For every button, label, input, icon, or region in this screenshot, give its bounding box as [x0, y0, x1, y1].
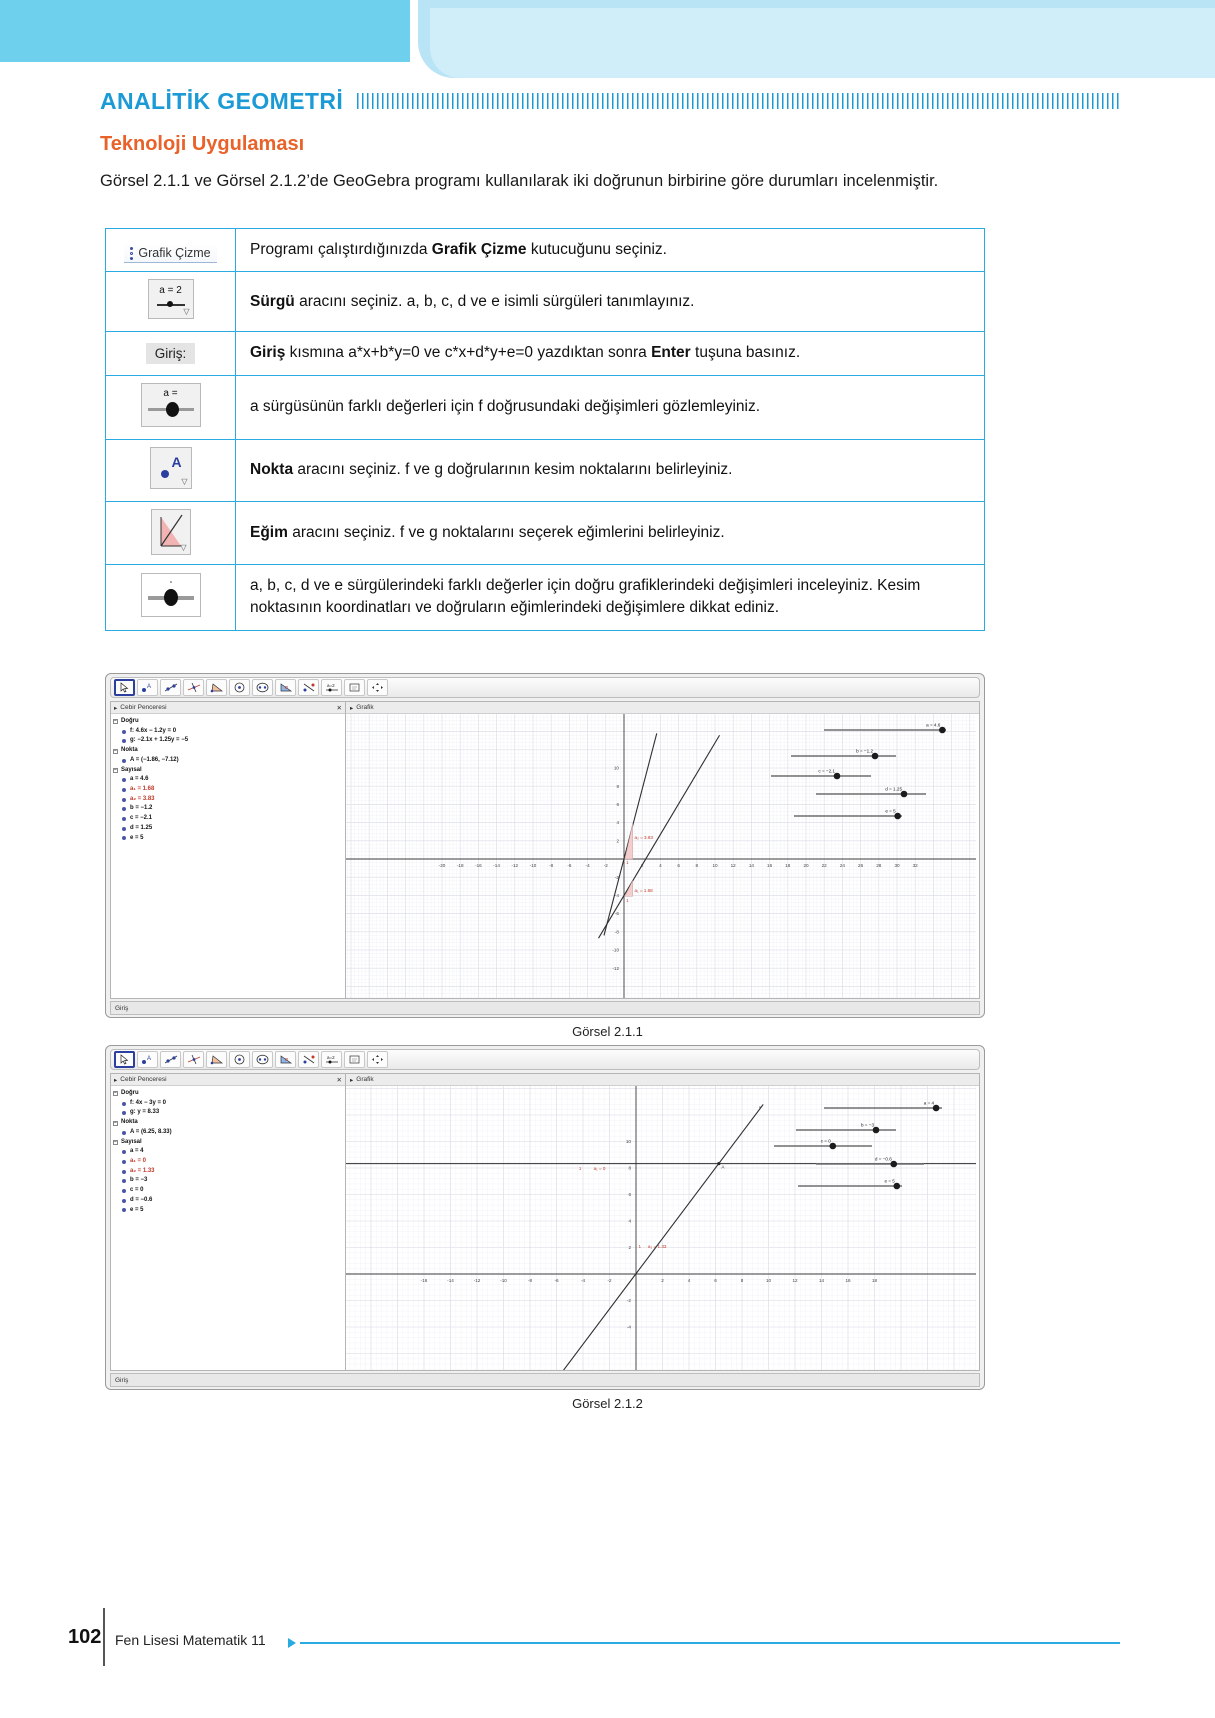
svg-text:4: 4	[628, 1218, 631, 1224]
algebra-group-label: Doğru	[121, 1090, 139, 1096]
slider-a-icon	[141, 383, 201, 427]
step-text: a, b, c, d ve e sürgülerindeki farklı değerler için doğru grafiklerindeki değişimleri inceleyiniz. Kesim noktasının koordinatları ve doğruların eğimlerindeki değişimlere dikkat ediniz.	[236, 564, 985, 630]
algebra-panel-header-2	[111, 1074, 345, 1086]
chapter-title: ANALİTİK GEOMETRİ	[100, 87, 344, 114]
svg-text:4: 4	[616, 820, 619, 826]
visibility-dot-icon[interactable]	[122, 1111, 126, 1115]
svg-text:30: 30	[894, 863, 900, 868]
algebra-item[interactable]	[113, 1167, 343, 1177]
svg-text:22: 22	[821, 863, 827, 868]
graph-panel-2[interactable]	[346, 1073, 980, 1371]
algebra-item-label: b = −1.2	[130, 805, 153, 812]
svg-text:8: 8	[616, 783, 619, 789]
input-bar-label-1: Giriş	[115, 1004, 129, 1012]
svg-text:2: 2	[628, 1245, 631, 1251]
svg-text:8: 8	[740, 1278, 744, 1283]
algebra-item-label: A = (−1.86, −7.12)	[130, 756, 179, 763]
circle-center-tool-icon[interactable]	[229, 679, 250, 696]
algebra-item-label: c = −2.1	[130, 815, 153, 822]
svg-text:-8: -8	[614, 929, 619, 935]
visibility-dot-icon[interactable]	[122, 739, 126, 743]
svg-text:a = 4: a = 4	[923, 1100, 935, 1106]
algebra-item-label: g: −2.1x + 1.25y = −5	[130, 737, 189, 744]
svg-text:f: f	[759, 1105, 761, 1111]
svg-text:14: 14	[818, 1278, 825, 1283]
drag-dots-icon	[130, 247, 133, 260]
svg-text:32: 32	[912, 863, 918, 868]
ellipse-tool-icon[interactable]	[252, 1051, 273, 1068]
collapse-icon[interactable]: −	[114, 747, 117, 754]
svg-text:8: 8	[695, 863, 699, 868]
algebra-group	[113, 746, 343, 756]
icon-cell	[106, 272, 236, 332]
move-tool-icon[interactable]	[114, 679, 135, 696]
visibility-dot-icon[interactable]	[122, 1160, 126, 1164]
algebra-item-label: a₂ = 1.33	[130, 1167, 155, 1174]
angle-tool-icon[interactable]	[275, 1051, 296, 1068]
polygon-tool-icon[interactable]	[206, 1051, 227, 1068]
step-text-pre: Programı çalıştırdığınızda	[250, 241, 432, 258]
svg-text:a₁ = 0: a₁ = 0	[593, 1165, 606, 1171]
input-bar-1[interactable]	[110, 1001, 980, 1015]
algebra-item[interactable]	[113, 785, 343, 795]
svg-text:b = −1.2: b = −1.2	[856, 748, 873, 754]
svg-text:6: 6	[616, 802, 619, 807]
svg-text:4: 4	[659, 863, 662, 868]
line-tool-icon[interactable]	[160, 1051, 181, 1068]
instruction-table	[105, 228, 985, 631]
algebra-item-label: f: 4.6x − 1.2y = 0	[130, 727, 177, 734]
svg-text:24: 24	[839, 863, 845, 868]
svg-text:-8: -8	[549, 863, 554, 868]
algebra-item-label: b = −3	[130, 1177, 148, 1184]
graph-panel-title-1: Grafik	[356, 704, 374, 711]
visibility-dot-icon[interactable]	[122, 807, 126, 811]
svg-text:6: 6	[677, 863, 680, 868]
decor-top-bar-inner	[430, 8, 1215, 78]
step-text	[236, 332, 985, 375]
nokta-point-tool-icon: A ▽	[150, 447, 192, 489]
svg-text:-6: -6	[554, 1278, 559, 1283]
plot-area-1[interactable]	[346, 714, 979, 998]
decor-corner-left	[0, 0, 410, 62]
egim-slope-tool-icon: ▽	[151, 509, 191, 555]
icon-cell	[106, 501, 236, 564]
svg-text:26: 26	[858, 863, 864, 868]
algebra-panel-title-2: Cebir Penceresi	[120, 1076, 167, 1083]
algebra-panel-2[interactable]	[110, 1073, 346, 1371]
geogebra-toolbar-1	[110, 677, 980, 698]
close-icon[interactable]: ✕	[336, 1076, 342, 1084]
intro-paragraph: Görsel 2.1.1 ve Görsel 2.1.2’de GeoGebra programı kullanılarak iki doğrunun birbirine göre durumları incelenmiştir.	[100, 172, 939, 190]
line-tool-icon[interactable]	[160, 679, 181, 696]
svg-text:A: A	[146, 684, 151, 690]
table-row	[106, 439, 985, 501]
algebra-group	[113, 766, 343, 776]
text-tool-icon[interactable]	[344, 679, 365, 696]
table-row	[106, 229, 985, 272]
algebra-group-label: Nokta	[121, 747, 138, 754]
icon-cell	[106, 229, 236, 272]
svg-text:18: 18	[871, 1278, 878, 1283]
svg-text:-16: -16	[475, 863, 482, 868]
step-text	[236, 272, 985, 332]
algebra-group-label: Sayısal	[121, 766, 142, 773]
step-text-post: kısmına a*x+b*y=0 ve c*x+d*y+e=0 yazdıktan sonra Enter tuşuna basınız.	[285, 344, 801, 362]
svg-text:d = 1.25: d = 1.25	[885, 786, 902, 792]
step-text-post: kutucuğunu seçiniz.	[526, 241, 667, 258]
graph-panel-1[interactable]	[346, 701, 980, 999]
algebra-item-label: A = (6.25, 8.33)	[130, 1128, 172, 1135]
algebra-item-label: d = −0.6	[130, 1196, 153, 1203]
svg-text:a=2: a=2	[326, 1055, 335, 1060]
svg-text:a₂ = 1.33: a₂ = 1.33	[647, 1244, 667, 1250]
svg-text:-12: -12	[511, 863, 519, 868]
algebra-item[interactable]	[113, 1108, 343, 1118]
visibility-dot-icon[interactable]	[122, 1150, 126, 1154]
svg-text:a₁ = 1.68: a₁ = 1.68	[634, 887, 653, 893]
visibility-dot-icon[interactable]	[122, 1102, 126, 1106]
expand-arrow-icon[interactable]: ▸	[350, 1076, 354, 1084]
step-text-bold: Eğim	[250, 523, 288, 541]
icon-cell	[106, 332, 236, 375]
svg-text:16: 16	[767, 863, 773, 868]
step-text	[236, 439, 985, 501]
algebra-item[interactable]	[113, 1206, 343, 1216]
svg-text:20: 20	[803, 863, 809, 868]
algebra-item-label: e = 5	[130, 834, 144, 841]
svg-text:e = 5: e = 5	[885, 808, 896, 814]
move-tool-icon[interactable]	[114, 1051, 135, 1068]
svg-text:e = 5: e = 5	[884, 1178, 895, 1184]
nokta-icon-label: A	[171, 453, 182, 470]
algebra-group	[113, 1089, 343, 1099]
svg-text:2: 2	[616, 838, 619, 844]
visibility-dot-icon[interactable]	[122, 759, 126, 763]
svg-text:-6: -6	[567, 863, 572, 868]
step-text-bold: Giriş	[250, 344, 286, 362]
footer-rule	[300, 1642, 1120, 1644]
svg-text:1: 1	[638, 1244, 641, 1250]
svg-text:α: α	[284, 1057, 288, 1063]
input-bar-2[interactable]	[110, 1373, 980, 1387]
header-dotted-rule	[357, 93, 1120, 109]
algebra-list-1	[111, 714, 345, 846]
algebra-item-label: a₂ = 3.83	[130, 795, 155, 802]
step-text-bold2: Enter	[651, 344, 691, 362]
algebra-item[interactable]	[113, 834, 343, 844]
algebra-panel-header-1	[111, 702, 345, 714]
algebra-group-label: Sayısal	[121, 1138, 142, 1145]
svg-text:c = −2.1: c = −2.1	[818, 768, 835, 774]
visibility-dot-icon[interactable]	[122, 827, 126, 831]
svg-text:10: 10	[625, 1139, 631, 1145]
icon-cell	[106, 564, 236, 630]
algebra-item-label: g: y = 8.33	[130, 1109, 160, 1116]
footer-book-title: Fen Lisesi Matematik 11	[115, 1632, 266, 1648]
angle-tool-icon[interactable]	[275, 679, 296, 696]
algebra-item[interactable]	[113, 1186, 343, 1196]
visibility-dot-icon[interactable]	[122, 1131, 126, 1135]
step-text-bold: Nokta	[250, 461, 294, 479]
step-text-post: aracını seçiniz. f ve g noktalarını seçerek eğimlerini belirleyiniz.	[287, 523, 725, 541]
svg-text:-18: -18	[456, 863, 464, 868]
grafik-cizme-checkbox-icon	[124, 244, 216, 263]
collapse-icon[interactable]: −	[114, 1090, 117, 1097]
visibility-dot-icon[interactable]	[122, 788, 126, 792]
step-text-post: aracını seçiniz. f ve g doğrularının kesim noktalarını belirleyiniz.	[293, 461, 733, 479]
svg-text:-20: -20	[438, 863, 446, 868]
algebra-item[interactable]	[113, 736, 343, 746]
algebra-group	[113, 1138, 343, 1148]
svg-text:6: 6	[714, 1278, 717, 1283]
visibility-dot-icon[interactable]	[122, 1170, 126, 1174]
svg-text:-10: -10	[529, 863, 537, 868]
svg-text:1: 1	[579, 1165, 582, 1171]
circle-center-tool-icon[interactable]	[229, 1051, 250, 1068]
step-text	[236, 501, 985, 564]
perpendicular-tool-icon[interactable]	[183, 1051, 204, 1068]
visibility-dot-icon[interactable]	[122, 1189, 126, 1193]
algebra-item[interactable]	[113, 1099, 343, 1109]
visibility-dot-icon[interactable]	[122, 817, 126, 821]
step-text-bold: Sürgü	[250, 292, 295, 310]
svg-text:18: 18	[785, 863, 791, 868]
algebra-item[interactable]	[113, 775, 343, 785]
visibility-dot-icon[interactable]	[122, 1199, 126, 1203]
svg-text:a=2: a=2	[326, 683, 335, 688]
page-number: 102	[68, 1626, 102, 1648]
polygon-tool-icon[interactable]	[206, 679, 227, 696]
svg-text:-8: -8	[527, 1278, 533, 1283]
slider-plain-icon	[141, 573, 201, 617]
step-text: a sürgüsünün farklı değerleri için f doğrusundaki değişimleri gözlemleyiniz.	[236, 375, 985, 439]
geogebra-body-2	[110, 1073, 980, 1371]
step-text-post: aracını seçiniz. a, b, c, d ve e isimli sürgüleri tanımlayınız.	[294, 292, 695, 310]
algebra-item[interactable]	[113, 1157, 343, 1167]
text-tool-icon[interactable]	[344, 1051, 365, 1068]
collapse-icon[interactable]: −	[114, 766, 117, 773]
svg-text:A: A	[146, 1056, 151, 1062]
grafik-cizme-icon-label: Grafik Çizme	[138, 246, 211, 261]
algebra-item[interactable]	[113, 824, 343, 834]
algebra-item[interactable]	[113, 1176, 343, 1186]
icon-cell	[106, 375, 236, 439]
svg-text:-10: -10	[500, 1278, 507, 1283]
expand-arrow-icon[interactable]: ▸	[114, 704, 118, 712]
algebra-item[interactable]	[113, 814, 343, 824]
reflect-tool-icon[interactable]	[298, 679, 319, 696]
svg-text:a₂ = 3.83: a₂ = 3.83	[634, 834, 653, 840]
algebra-item[interactable]	[113, 1128, 343, 1138]
svg-text:2: 2	[661, 1278, 664, 1283]
visibility-dot-icon[interactable]	[122, 1208, 126, 1212]
slider-tool-icon[interactable]	[321, 1051, 342, 1068]
algebra-item-label: a = 4	[130, 1148, 144, 1155]
algebra-item[interactable]	[113, 795, 343, 805]
footer-arrow-icon	[288, 1638, 296, 1648]
visibility-dot-icon[interactable]	[122, 1179, 126, 1183]
svg-text:-2: -2	[603, 863, 608, 868]
slider-a-icon-label: a =	[163, 387, 178, 399]
svg-text:α: α	[284, 685, 288, 691]
svg-text:6: 6	[628, 1192, 631, 1198]
visibility-dot-icon[interactable]	[122, 798, 126, 802]
icon-cell	[106, 439, 236, 501]
visibility-dot-icon[interactable]	[122, 730, 126, 734]
geogebra-body-1	[110, 701, 980, 999]
svg-text:-4: -4	[585, 863, 590, 868]
graph-panel-header-1	[346, 702, 979, 714]
footer-divider	[103, 1608, 105, 1666]
algebra-group-label: Nokta	[121, 1119, 138, 1126]
svg-text:a = 4.6: a = 4.6	[926, 722, 941, 728]
algebra-panel-1[interactable]	[110, 701, 346, 999]
algebra-list-2	[111, 1086, 345, 1218]
giris-input-icon: Giriş:	[146, 343, 196, 364]
geogebra-toolbar-2	[110, 1049, 980, 1070]
table-row	[106, 332, 985, 375]
svg-text:-2: -2	[607, 1278, 612, 1283]
algebra-item-label: f: 4x − 3y = 0	[130, 1099, 167, 1106]
algebra-item-label: a = 4.6	[130, 776, 149, 783]
plot-area-2[interactable]	[346, 1086, 979, 1370]
step-text-bold: Grafik Çizme	[431, 241, 527, 258]
svg-text:12: 12	[730, 863, 736, 868]
svg-text:-4: -4	[614, 893, 619, 898]
graph-panel-title-2: Grafik	[356, 1076, 374, 1083]
reflect-tool-icon[interactable]	[298, 1051, 319, 1068]
svg-text:8: 8	[628, 1165, 631, 1171]
ellipse-tool-icon[interactable]	[252, 679, 273, 696]
svg-text:12: 12	[792, 1278, 798, 1283]
algebra-item[interactable]	[113, 1196, 343, 1206]
geogebra-window-1	[105, 673, 985, 1018]
svg-text:4: 4	[687, 1278, 691, 1283]
chapter-header	[100, 86, 1120, 116]
table-row	[106, 375, 985, 439]
svg-text:c = 0: c = 0	[820, 1138, 831, 1144]
close-icon[interactable]: ✕	[336, 704, 342, 712]
svg-text:-16: -16	[420, 1278, 428, 1283]
algebra-group-label: Doğru	[121, 718, 139, 724]
svg-text:-10: -10	[612, 947, 619, 953]
algebra-item-label: a₁ = 1.68	[130, 786, 155, 793]
collapse-icon[interactable]: −	[114, 718, 117, 725]
svg-text:-14: -14	[447, 1278, 454, 1283]
svg-text:10: 10	[712, 863, 718, 868]
svg-text:-12: -12	[473, 1278, 481, 1283]
geogebra-window-2	[105, 1045, 985, 1390]
collapse-icon[interactable]: −	[114, 1119, 117, 1126]
point-tool-icon[interactable]	[137, 1051, 158, 1068]
svg-text:28: 28	[876, 863, 882, 868]
svg-text:-2: -2	[614, 874, 619, 880]
algebra-item-label: c = 0	[130, 1187, 144, 1194]
svg-text:1: 1	[626, 897, 629, 903]
algebra-item-label: a₁ = 0	[130, 1158, 146, 1165]
svg-text:-2: -2	[626, 1298, 631, 1304]
svg-text:-14: -14	[493, 863, 500, 868]
slider-tool-icon[interactable]	[321, 679, 342, 696]
svg-text:A: A	[721, 1164, 725, 1170]
slider-tool-icon-label: a = 2	[159, 285, 182, 297]
table-row	[106, 272, 985, 332]
visibility-dot-icon[interactable]	[122, 836, 126, 840]
algebra-item-label: d = 1.25	[130, 824, 153, 831]
perpendicular-tool-icon[interactable]	[183, 679, 204, 696]
svg-text:-4: -4	[580, 1278, 586, 1283]
svg-text:d = −0.6: d = −0.6	[874, 1156, 892, 1162]
algebra-item[interactable]	[113, 756, 343, 766]
move-graphics-tool-icon[interactable]	[367, 679, 388, 696]
svg-text:14: 14	[748, 863, 754, 868]
algebra-item[interactable]	[113, 727, 343, 737]
svg-text:-12: -12	[612, 965, 619, 971]
algebra-item[interactable]	[113, 1147, 343, 1157]
point-tool-icon[interactable]	[137, 679, 158, 696]
figure-1-caption: Görsel 2.1.1	[572, 1024, 643, 1039]
graph-panel-header-2	[346, 1074, 979, 1086]
svg-text:-6: -6	[614, 911, 619, 917]
table-row	[106, 564, 985, 630]
svg-text:16: 16	[845, 1278, 851, 1283]
algebra-item-label: e = 5	[130, 1206, 144, 1213]
svg-text:1: 1	[626, 860, 629, 866]
visibility-dot-icon[interactable]	[122, 778, 126, 782]
expand-arrow-icon[interactable]: ▸	[350, 704, 354, 712]
svg-text:-4: -4	[626, 1324, 631, 1330]
svg-text:10: 10	[613, 765, 619, 771]
algebra-item[interactable]	[113, 804, 343, 814]
algebra-group	[113, 717, 343, 727]
section-title: Teknoloji Uygulaması	[100, 133, 305, 155]
algebra-group	[113, 1118, 343, 1128]
step-text	[236, 229, 985, 272]
svg-text:b = −3: b = −3	[860, 1122, 874, 1128]
move-graphics-tool-icon[interactable]	[367, 1051, 388, 1068]
figure-2-caption: Görsel 2.1.2	[572, 1396, 643, 1411]
expand-arrow-icon[interactable]: ▸	[114, 1076, 118, 1084]
slider-tool-icon: a = 2 ▽	[148, 279, 194, 319]
collapse-icon[interactable]: −	[114, 1138, 117, 1145]
table-row	[106, 501, 985, 564]
svg-text:10: 10	[765, 1278, 772, 1283]
input-bar-label-2: Giriş	[115, 1376, 129, 1384]
algebra-panel-title-1: Cebir Penceresi	[120, 704, 167, 711]
